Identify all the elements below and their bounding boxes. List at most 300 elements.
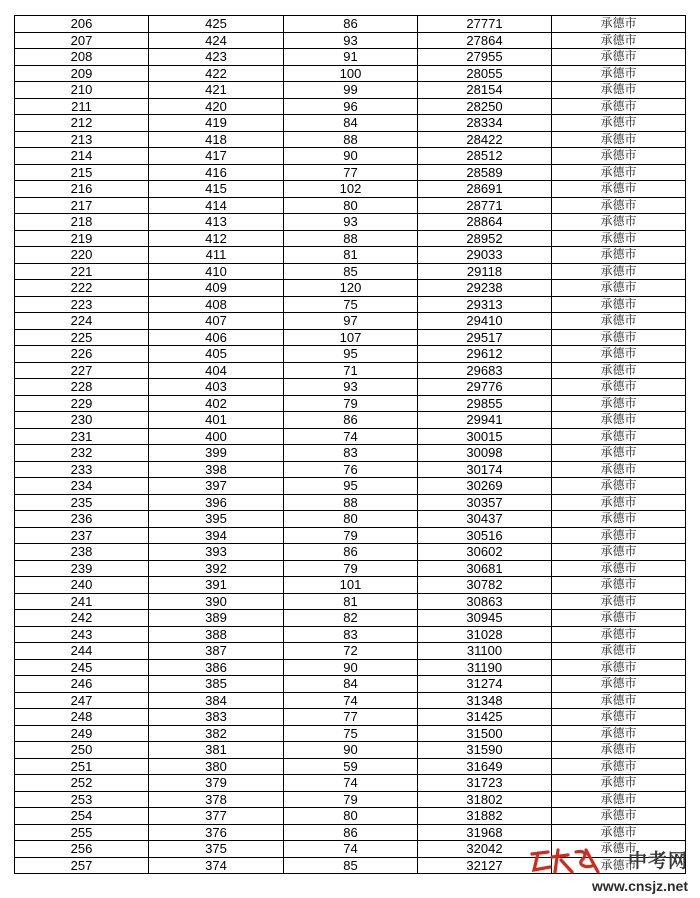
- table-row: [15, 610, 686, 627]
- rank-cell: 237: [15, 527, 149, 544]
- city-cell: 承德市: [552, 247, 686, 264]
- cumulative-cell: 30782: [418, 577, 552, 594]
- city-cell: 承德市: [552, 296, 686, 313]
- table-row: [15, 824, 686, 841]
- count-cell: 59: [284, 758, 418, 775]
- cumulative-cell: 31500: [418, 725, 552, 742]
- table-row: [15, 280, 686, 297]
- cumulative-cell: 31348: [418, 692, 552, 709]
- table-row: [15, 362, 686, 379]
- city-cell: 承德市: [552, 659, 686, 676]
- cumulative-cell: 28512: [418, 148, 552, 165]
- cumulative-cell: 28250: [418, 98, 552, 115]
- cumulative-cell: 29683: [418, 362, 552, 379]
- rank-cell: 230: [15, 412, 149, 429]
- rank-cell: 217: [15, 197, 149, 214]
- count-cell: 80: [284, 197, 418, 214]
- score-cell: 404: [149, 362, 284, 379]
- count-cell: 97: [284, 313, 418, 330]
- cumulative-cell: 31274: [418, 676, 552, 693]
- table-row: [15, 742, 686, 759]
- rank-cell: 236: [15, 511, 149, 528]
- rank-cell: 252: [15, 775, 149, 792]
- cumulative-cell: 31723: [418, 775, 552, 792]
- city-cell: 承德市: [552, 445, 686, 462]
- cumulative-cell: 28334: [418, 115, 552, 132]
- table-row: [15, 148, 686, 165]
- city-cell: 承德市: [552, 98, 686, 115]
- cumulative-cell: 29517: [418, 329, 552, 346]
- score-table: [14, 15, 686, 874]
- city-cell: 承德市: [552, 346, 686, 363]
- watermark-site-name: 中考网: [627, 850, 688, 872]
- table-row: [15, 313, 686, 330]
- count-cell: 83: [284, 445, 418, 462]
- table-row: [15, 659, 686, 676]
- count-cell: 80: [284, 808, 418, 825]
- rank-cell: 246: [15, 676, 149, 693]
- table-row: [15, 709, 686, 726]
- count-cell: 77: [284, 164, 418, 181]
- table-row: [15, 16, 686, 33]
- score-cell: 393: [149, 544, 284, 561]
- cumulative-cell: 27771: [418, 16, 552, 33]
- rank-cell: 245: [15, 659, 149, 676]
- cumulative-cell: 32042: [418, 841, 552, 858]
- table-row: [15, 791, 686, 808]
- table-row: [15, 775, 686, 792]
- city-cell: 承德市: [552, 230, 686, 247]
- count-cell: 99: [284, 82, 418, 99]
- cumulative-cell: 31802: [418, 791, 552, 808]
- count-cell: 80: [284, 511, 418, 528]
- cumulative-cell: 31968: [418, 824, 552, 841]
- city-cell: 承德市: [552, 676, 686, 693]
- table-row: [15, 296, 686, 313]
- cumulative-cell: 32127: [418, 857, 552, 874]
- table-row: [15, 32, 686, 49]
- score-cell: 388: [149, 626, 284, 643]
- rank-cell: 251: [15, 758, 149, 775]
- score-cell: 379: [149, 775, 284, 792]
- cumulative-cell: 27955: [418, 49, 552, 66]
- score-cell: 390: [149, 593, 284, 610]
- table-row: [15, 808, 686, 825]
- score-cell: 401: [149, 412, 284, 429]
- city-cell: 承德市: [552, 808, 686, 825]
- count-cell: 81: [284, 247, 418, 264]
- rank-cell: 216: [15, 181, 149, 198]
- score-table-body: [15, 16, 686, 874]
- count-cell: 100: [284, 65, 418, 82]
- table-row: [15, 131, 686, 148]
- rank-cell: 235: [15, 494, 149, 511]
- score-cell: 375: [149, 841, 284, 858]
- count-cell: 72: [284, 643, 418, 660]
- score-cell: 384: [149, 692, 284, 709]
- count-cell: 74: [284, 692, 418, 709]
- table-row: [15, 758, 686, 775]
- table-row: [15, 494, 686, 511]
- count-cell: 95: [284, 478, 418, 495]
- table-row: [15, 725, 686, 742]
- table-row: [15, 263, 686, 280]
- table-row: [15, 164, 686, 181]
- table-row: [15, 49, 686, 66]
- cumulative-cell: 28771: [418, 197, 552, 214]
- city-cell: 承德市: [552, 49, 686, 66]
- cumulative-cell: 29776: [418, 379, 552, 396]
- city-cell: 承德市: [552, 643, 686, 660]
- city-cell: 承德市: [552, 857, 686, 874]
- count-cell: 85: [284, 263, 418, 280]
- rank-cell: 219: [15, 230, 149, 247]
- rank-cell: 242: [15, 610, 149, 627]
- count-cell: 102: [284, 181, 418, 198]
- count-cell: 88: [284, 131, 418, 148]
- score-cell: 383: [149, 709, 284, 726]
- rank-cell: 220: [15, 247, 149, 264]
- table-row: [15, 197, 686, 214]
- cumulative-cell: 30098: [418, 445, 552, 462]
- city-cell: 承德市: [552, 461, 686, 478]
- table-row: [15, 461, 686, 478]
- table-row: [15, 445, 686, 462]
- city-cell: 承德市: [552, 214, 686, 231]
- cumulative-cell: 29033: [418, 247, 552, 264]
- rank-cell: 238: [15, 544, 149, 561]
- city-cell: 承德市: [552, 478, 686, 495]
- score-cell: 419: [149, 115, 284, 132]
- score-cell: 381: [149, 742, 284, 759]
- rank-cell: 210: [15, 82, 149, 99]
- city-cell: 承德市: [552, 280, 686, 297]
- city-cell: 承德市: [552, 527, 686, 544]
- score-cell: 415: [149, 181, 284, 198]
- count-cell: 86: [284, 412, 418, 429]
- count-cell: 91: [284, 49, 418, 66]
- rank-cell: 240: [15, 577, 149, 594]
- score-cell: 420: [149, 98, 284, 115]
- count-cell: 79: [284, 791, 418, 808]
- rank-cell: 211: [15, 98, 149, 115]
- count-cell: 83: [284, 626, 418, 643]
- rank-cell: 229: [15, 395, 149, 412]
- cumulative-cell: 31649: [418, 758, 552, 775]
- table-row: [15, 346, 686, 363]
- city-cell: 承德市: [552, 16, 686, 33]
- cumulative-cell: 30945: [418, 610, 552, 627]
- city-cell: 承德市: [552, 742, 686, 759]
- count-cell: 93: [284, 32, 418, 49]
- table-row: [15, 676, 686, 693]
- count-cell: 88: [284, 230, 418, 247]
- city-cell: 承德市: [552, 610, 686, 627]
- count-cell: 86: [284, 824, 418, 841]
- table-row: [15, 395, 686, 412]
- cumulative-cell: 30437: [418, 511, 552, 528]
- rank-cell: 213: [15, 131, 149, 148]
- cumulative-cell: 28864: [418, 214, 552, 231]
- cumulative-cell: 28952: [418, 230, 552, 247]
- city-cell: 承德市: [552, 263, 686, 280]
- score-cell: 377: [149, 808, 284, 825]
- table-row: [15, 511, 686, 528]
- count-cell: 75: [284, 725, 418, 742]
- city-cell: 承德市: [552, 181, 686, 198]
- city-cell: 承德市: [552, 560, 686, 577]
- table-row: [15, 379, 686, 396]
- score-cell: 413: [149, 214, 284, 231]
- cumulative-cell: 28055: [418, 65, 552, 82]
- rank-cell: 255: [15, 824, 149, 841]
- cumulative-cell: 30357: [418, 494, 552, 511]
- table-row: [15, 692, 686, 709]
- cumulative-cell: 28691: [418, 181, 552, 198]
- cumulative-cell: 31028: [418, 626, 552, 643]
- score-cell: 399: [149, 445, 284, 462]
- table-row: [15, 593, 686, 610]
- rank-cell: 208: [15, 49, 149, 66]
- count-cell: 120: [284, 280, 418, 297]
- table-row: [15, 82, 686, 99]
- table-row: [15, 626, 686, 643]
- city-cell: 承德市: [552, 329, 686, 346]
- table-row: [15, 98, 686, 115]
- score-cell: 394: [149, 527, 284, 544]
- count-cell: 93: [284, 379, 418, 396]
- cumulative-cell: 30516: [418, 527, 552, 544]
- count-cell: 79: [284, 560, 418, 577]
- cumulative-cell: 30174: [418, 461, 552, 478]
- count-cell: 101: [284, 577, 418, 594]
- table-row: [15, 181, 686, 198]
- city-cell: 承德市: [552, 32, 686, 49]
- score-cell: 385: [149, 676, 284, 693]
- table-row: [15, 329, 686, 346]
- cumulative-cell: 29855: [418, 395, 552, 412]
- count-cell: 79: [284, 395, 418, 412]
- score-cell: 376: [149, 824, 284, 841]
- table-row: [15, 857, 686, 874]
- score-cell: 378: [149, 791, 284, 808]
- score-cell: 422: [149, 65, 284, 82]
- city-cell: 承德市: [552, 511, 686, 528]
- city-cell: 承德市: [552, 593, 686, 610]
- count-cell: 96: [284, 98, 418, 115]
- rank-cell: 233: [15, 461, 149, 478]
- city-cell: 承德市: [552, 494, 686, 511]
- score-cell: 392: [149, 560, 284, 577]
- count-cell: 90: [284, 148, 418, 165]
- rank-cell: 234: [15, 478, 149, 495]
- score-cell: 382: [149, 725, 284, 742]
- city-cell: 承德市: [552, 824, 686, 841]
- table-row: [15, 412, 686, 429]
- count-cell: 88: [284, 494, 418, 511]
- count-cell: 84: [284, 115, 418, 132]
- watermark-url: www.cnsjz.net: [592, 878, 688, 894]
- cumulative-cell: 31425: [418, 709, 552, 726]
- score-cell: 402: [149, 395, 284, 412]
- rank-cell: 247: [15, 692, 149, 709]
- score-cell: 409: [149, 280, 284, 297]
- city-cell: 承德市: [552, 148, 686, 165]
- count-cell: 86: [284, 544, 418, 561]
- table-row: [15, 214, 686, 231]
- count-cell: 107: [284, 329, 418, 346]
- rank-cell: 250: [15, 742, 149, 759]
- city-cell: 承德市: [552, 395, 686, 412]
- table-row: [15, 65, 686, 82]
- score-cell: 424: [149, 32, 284, 49]
- score-cell: 395: [149, 511, 284, 528]
- rank-cell: 224: [15, 313, 149, 330]
- table-row: [15, 230, 686, 247]
- cumulative-cell: 28154: [418, 82, 552, 99]
- rank-cell: 244: [15, 643, 149, 660]
- rank-cell: 226: [15, 346, 149, 363]
- count-cell: 95: [284, 346, 418, 363]
- score-cell: 423: [149, 49, 284, 66]
- cumulative-cell: 30863: [418, 593, 552, 610]
- city-cell: 承德市: [552, 791, 686, 808]
- cumulative-cell: 31100: [418, 643, 552, 660]
- table-row: [15, 560, 686, 577]
- rank-cell: 248: [15, 709, 149, 726]
- rank-cell: 228: [15, 379, 149, 396]
- rank-cell: 223: [15, 296, 149, 313]
- rank-cell: 243: [15, 626, 149, 643]
- table-row: [15, 527, 686, 544]
- cumulative-cell: 30269: [418, 478, 552, 495]
- city-cell: 承德市: [552, 775, 686, 792]
- score-cell: 380: [149, 758, 284, 775]
- score-cell: 396: [149, 494, 284, 511]
- cumulative-cell: 28422: [418, 131, 552, 148]
- count-cell: 84: [284, 676, 418, 693]
- count-cell: 90: [284, 659, 418, 676]
- city-cell: 承德市: [552, 164, 686, 181]
- table-row: [15, 478, 686, 495]
- city-cell: 承德市: [552, 428, 686, 445]
- rank-cell: 239: [15, 560, 149, 577]
- score-cell: 405: [149, 346, 284, 363]
- score-cell: 408: [149, 296, 284, 313]
- count-cell: 90: [284, 742, 418, 759]
- city-cell: 承德市: [552, 379, 686, 396]
- cumulative-cell: 30681: [418, 560, 552, 577]
- score-cell: 411: [149, 247, 284, 264]
- city-cell: 承德市: [552, 197, 686, 214]
- city-cell: 承德市: [552, 758, 686, 775]
- rank-cell: 253: [15, 791, 149, 808]
- count-cell: 75: [284, 296, 418, 313]
- city-cell: 承德市: [552, 412, 686, 429]
- cumulative-cell: 31590: [418, 742, 552, 759]
- rank-cell: 214: [15, 148, 149, 165]
- table-row: [15, 544, 686, 561]
- table-row: [15, 841, 686, 858]
- score-cell: 397: [149, 478, 284, 495]
- cumulative-cell: 29410: [418, 313, 552, 330]
- table-row: [15, 247, 686, 264]
- rank-cell: 222: [15, 280, 149, 297]
- score-cell: 416: [149, 164, 284, 181]
- cumulative-cell: 29118: [418, 263, 552, 280]
- cumulative-cell: 28589: [418, 164, 552, 181]
- city-cell: 承德市: [552, 544, 686, 561]
- count-cell: 76: [284, 461, 418, 478]
- city-cell: 承德市: [552, 362, 686, 379]
- table-row: [15, 643, 686, 660]
- city-cell: 承德市: [552, 841, 686, 858]
- city-cell: 承德市: [552, 692, 686, 709]
- score-cell: 410: [149, 263, 284, 280]
- cumulative-cell: 29238: [418, 280, 552, 297]
- count-cell: 85: [284, 857, 418, 874]
- city-cell: 承德市: [552, 65, 686, 82]
- score-cell: 400: [149, 428, 284, 445]
- rank-cell: 254: [15, 808, 149, 825]
- rank-cell: 241: [15, 593, 149, 610]
- score-cell: 374: [149, 857, 284, 874]
- city-cell: 承德市: [552, 82, 686, 99]
- cumulative-cell: 29313: [418, 296, 552, 313]
- city-cell: 承德市: [552, 115, 686, 132]
- count-cell: 93: [284, 214, 418, 231]
- cumulative-cell: 29612: [418, 346, 552, 363]
- count-cell: 71: [284, 362, 418, 379]
- rank-cell: 257: [15, 857, 149, 874]
- score-cell: 403: [149, 379, 284, 396]
- city-cell: 承德市: [552, 131, 686, 148]
- cumulative-cell: 29941: [418, 412, 552, 429]
- score-cell: 412: [149, 230, 284, 247]
- city-cell: 承德市: [552, 725, 686, 742]
- city-cell: 承德市: [552, 577, 686, 594]
- city-cell: 承德市: [552, 709, 686, 726]
- count-cell: 81: [284, 593, 418, 610]
- rank-cell: 249: [15, 725, 149, 742]
- rank-cell: 209: [15, 65, 149, 82]
- count-cell: 86: [284, 16, 418, 33]
- table-row: [15, 115, 686, 132]
- count-cell: 74: [284, 775, 418, 792]
- table-row: [15, 577, 686, 594]
- score-cell: 391: [149, 577, 284, 594]
- rank-cell: 215: [15, 164, 149, 181]
- score-cell: 407: [149, 313, 284, 330]
- count-cell: 74: [284, 428, 418, 445]
- score-cell: 386: [149, 659, 284, 676]
- count-cell: 79: [284, 527, 418, 544]
- score-cell: 414: [149, 197, 284, 214]
- score-cell: 398: [149, 461, 284, 478]
- rank-cell: 212: [15, 115, 149, 132]
- score-cell: 425: [149, 16, 284, 33]
- rank-cell: 206: [15, 16, 149, 33]
- count-cell: 77: [284, 709, 418, 726]
- city-cell: 承德市: [552, 626, 686, 643]
- table-row: [15, 428, 686, 445]
- score-document: [14, 15, 685, 874]
- score-cell: 389: [149, 610, 284, 627]
- rank-cell: 221: [15, 263, 149, 280]
- count-cell: 82: [284, 610, 418, 627]
- rank-cell: 218: [15, 214, 149, 231]
- score-cell: 387: [149, 643, 284, 660]
